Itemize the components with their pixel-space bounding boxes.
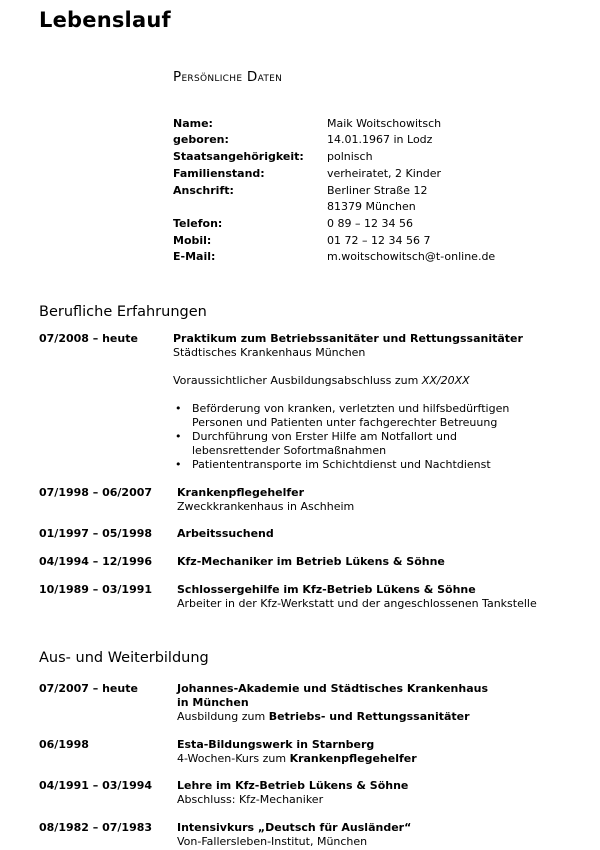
duties-list xyxy=(173,402,509,472)
birth-label: geboren: xyxy=(173,133,229,146)
address-label: Anschrift: xyxy=(173,184,234,197)
entry-org: Zweckkrankenhaus in Aschheim xyxy=(177,500,355,513)
mobile-value: 01 72 – 12 34 56 7 xyxy=(327,234,431,247)
entry-date: 07/2007 – heute xyxy=(39,682,138,695)
entry-date: 01/1997 – 05/1998 xyxy=(39,527,153,540)
entry-title: Krankenpflegehelfer xyxy=(177,486,305,499)
entry-title: Praktikum zum Betriebssanitäter und Rettungssanitäter xyxy=(173,332,523,345)
entry-date: 07/1998 – 06/2007 xyxy=(39,486,153,499)
nationality-value: polnisch xyxy=(327,150,373,163)
experience-heading: Berufliche Erfahrungen xyxy=(39,304,207,320)
duty-item: • Durchführung von Erster Hilfe am Notfallort und lebensrettender Sofortmaßnahmen xyxy=(173,430,509,458)
entry-date: 06/1998 xyxy=(39,738,89,751)
marital-value: verheiratet, 2 Kinder xyxy=(327,167,442,180)
nationality-label: Staatsangehörigkeit: xyxy=(173,150,304,163)
entry-desc: Von-Fallersleben-Institut, München xyxy=(177,835,368,848)
entry-org: Städtisches Krankenhaus München xyxy=(173,346,366,359)
entry-note: Voraussichtlicher Ausbildungsabschluss zum XX/20XX xyxy=(173,374,470,387)
entry-date: 07/2008 – heute xyxy=(39,332,138,345)
entry-title: Lehre im Kfz-Betrieb Lükens & Söhne xyxy=(177,779,409,792)
address-street: Berliner Straße 12 xyxy=(327,184,428,197)
entry-title: Schlossergehilfe im Kfz-Betrieb Lükens & Söhne xyxy=(177,583,476,596)
email-value[interactable]: m.woitschowitsch@t-online.de xyxy=(327,250,496,263)
entry-title: Intensivkurs „Deutsch für Ausländer“ xyxy=(177,821,412,834)
name-value: Maik Woitschowitsch xyxy=(327,117,442,130)
entry-desc: Ausbildung zum Betriebs- und Rettungssanitäter xyxy=(177,710,470,723)
phone-value: 0 89 – 12 34 56 xyxy=(327,217,413,230)
birth-value: 14.01.1967 in Lodz xyxy=(327,133,433,146)
entry-title-cont: in München xyxy=(177,696,249,709)
entry-org: Arbeiter in der Kfz-Werkstatt und der angeschlossenen Tankstelle xyxy=(177,597,537,610)
email-label: E-Mail: xyxy=(173,250,216,263)
entry-title: Arbeitssuchend xyxy=(177,527,274,540)
duty-item: • Beförderung von kranken, verletzten und hilfsbedürftigen Personen und Patienten unter fachgerechter Betreuung xyxy=(173,402,509,430)
entry-desc: Abschluss: Kfz-Mechaniker xyxy=(177,793,324,806)
marital-label: Familienstand: xyxy=(173,167,265,180)
phone-label: Telefon: xyxy=(173,217,223,230)
address-city: 81379 München xyxy=(327,200,416,213)
personal-heading: Persönliche Daten xyxy=(173,69,283,85)
duty-item: • Patiententransporte im Schichtdienst und Nachtdienst xyxy=(173,458,509,472)
entry-date: 04/1994 – 12/1996 xyxy=(39,555,153,568)
mobile-label: Mobil: xyxy=(173,234,212,247)
entry-desc: 4-Wochen-Kurs zum Krankenpflegehelfer xyxy=(177,752,417,765)
page-title: Lebenslauf xyxy=(39,8,171,32)
entry-date: 08/1982 – 07/1983 xyxy=(39,821,153,834)
entry-date: 04/1991 – 03/1994 xyxy=(39,779,153,792)
entry-title: Esta-Bildungswerk in Starnberg xyxy=(177,738,375,751)
entry-title: Johannes-Akademie und Städtisches Krankenhaus xyxy=(177,682,489,695)
entry-title: Kfz-Mechaniker im Betrieb Lükens & Söhne xyxy=(177,555,445,568)
name-label: Name: xyxy=(173,117,213,130)
expected-date: XX/20XX xyxy=(421,374,470,387)
entry-date: 10/1989 – 03/1991 xyxy=(39,583,153,596)
education-heading: Aus- und Weiterbildung xyxy=(39,650,209,666)
